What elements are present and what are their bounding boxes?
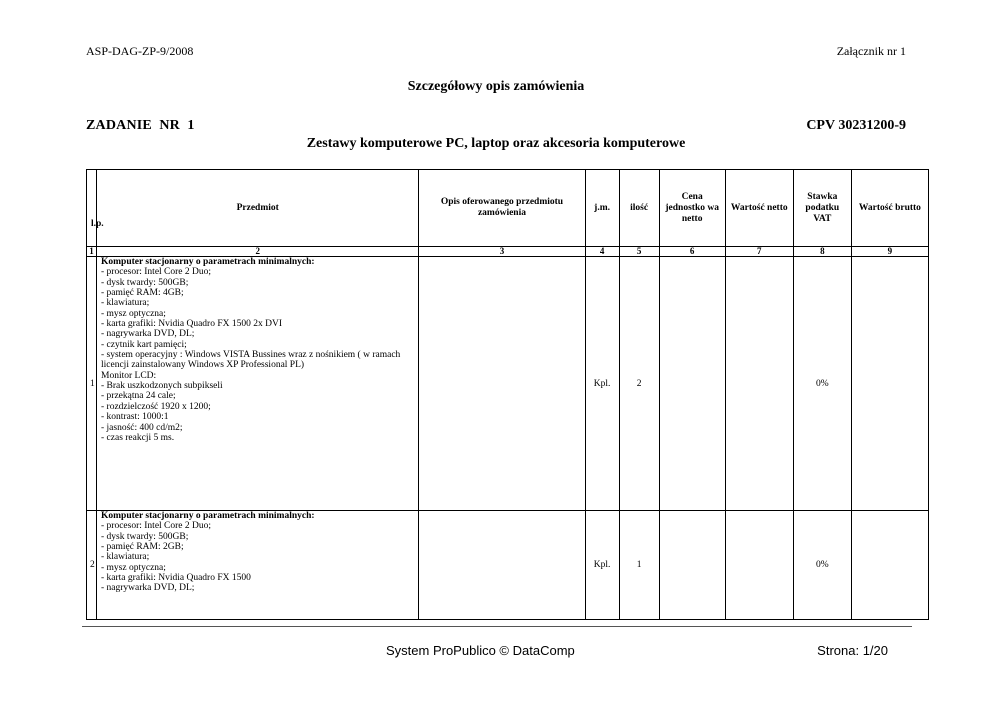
column-number: 4 [585, 247, 619, 257]
spec-line: - dysk twardy: 500GB; [101, 277, 189, 288]
vat-rate-cell: 0% [793, 257, 851, 511]
table-row [87, 511, 929, 620]
column-header-quantity: ilość [619, 170, 659, 247]
net-value-cell[interactable] [725, 511, 793, 620]
spec-line: - czytnik kart pamięci; [101, 339, 187, 350]
annex-label: Załącznik nr 1 [836, 44, 906, 58]
table-row [87, 257, 929, 511]
page-title: Szczegółowy opis zamówienia [407, 79, 585, 94]
column-header-unit: j.m. [585, 170, 619, 247]
gross-value-cell[interactable] [851, 511, 928, 620]
spec-line: - klawiatura; [101, 298, 150, 309]
column-number-row [87, 247, 929, 257]
spec-line: - pamięć RAM: 4GB; [101, 288, 184, 299]
column-header-vat-rate: Stawka podatku VAT [793, 170, 851, 247]
unit-price-cell[interactable] [659, 511, 725, 620]
row-lp: 1 [87, 257, 97, 511]
column-number: 3 [419, 247, 585, 257]
table-header-row [87, 170, 929, 247]
column-header-offer-description: Opis oferowanego przedmiotu zamówienia [419, 170, 585, 247]
footer-divider [82, 626, 912, 627]
item-description [97, 257, 419, 511]
spec-line: - pamięć RAM: 2GB; [101, 542, 184, 553]
column-number: 2 [97, 247, 419, 257]
quantity-cell: 1 [619, 511, 659, 620]
row-lp: 2 [87, 511, 97, 620]
spec-line: - kontrast: 1000:1 [101, 412, 169, 423]
column-header-gross-value: Wartość brutto [851, 170, 928, 247]
item-description [97, 511, 419, 620]
spec-line: - czas reakcji 5 ms. [101, 432, 175, 443]
column-header-item: Przedmiot [97, 170, 419, 247]
spec-line: - procesor: Intel Core 2 Duo; [101, 267, 212, 278]
vat-rate-cell: 0% [793, 511, 851, 620]
offer-description-cell[interactable] [419, 257, 585, 511]
column-number: 7 [725, 247, 793, 257]
item-title: Komputer stacjonarny o parametrach minimalnych: [101, 511, 315, 521]
offer-description-cell[interactable] [419, 511, 585, 620]
spec-line: Monitor LCD: [101, 370, 157, 381]
net-value-cell[interactable] [725, 257, 793, 511]
spec-line: - nagrywarka DVD, DL; [101, 329, 195, 340]
specification-table [86, 169, 929, 620]
spec-line: - klawiatura; [101, 552, 150, 563]
footer-system-credit: System ProPublico © DataComp [386, 643, 575, 658]
spec-line: - jasność: 400 cd/m2; [101, 422, 183, 433]
unit-price-cell[interactable] [659, 257, 725, 511]
spec-line: - karta grafiki: Nvidia Quadro FX 1500 [101, 573, 251, 584]
item-title: Komputer stacjonarny o parametrach minimalnych: [101, 257, 315, 267]
cpv-code: CPV 30231200-9 [806, 118, 906, 133]
spec-line: - dysk twardy: 500GB; [101, 531, 189, 542]
column-header-unit-price: Cena jednostko wa netto [659, 170, 725, 247]
gross-value-cell[interactable] [851, 257, 928, 511]
spec-line: - procesor: Intel Core 2 Duo; [101, 521, 212, 532]
column-number: 5 [619, 247, 659, 257]
spec-line: - przekątna 24 cale; [101, 391, 176, 402]
column-number: 1 [87, 247, 97, 257]
spec-line: - mysz optyczna; [101, 562, 166, 573]
unit-cell: Kpl. [585, 511, 619, 620]
spec-line: - nagrywarka DVD, DL; [101, 583, 195, 594]
quantity-cell: 2 [619, 257, 659, 511]
column-header-net-value: Wartość netto [725, 170, 793, 247]
spec-line: - Brak uszkodzonych subpikseli [101, 381, 223, 392]
column-number: 8 [793, 247, 851, 257]
task-number: ZADANIE NR 1 [86, 118, 195, 133]
spec-line: - system operacyjny : Windows VISTA Bussines wraz z nośnikiem ( w ramach licencji zainstalowany Windows XP Professional PL) [101, 350, 401, 371]
task-subtitle: Zestawy komputerowe PC, laptop oraz akcesoria komputerowe [306, 136, 686, 151]
document-id: ASP-DAG-ZP-9/2008 [86, 44, 194, 58]
column-number: 6 [659, 247, 725, 257]
column-number: 9 [851, 247, 928, 257]
spec-line: - karta grafiki: Nvidia Quadro FX 1500 2x DVI [101, 319, 282, 330]
unit-cell: Kpl. [585, 257, 619, 511]
column-header-lp: l.p. [87, 170, 97, 247]
spec-line: - rozdzielczość 1920 x 1200; [101, 401, 211, 412]
page-number: Strona: 1/20 [817, 643, 888, 658]
spec-line: - mysz optyczna; [101, 308, 166, 319]
